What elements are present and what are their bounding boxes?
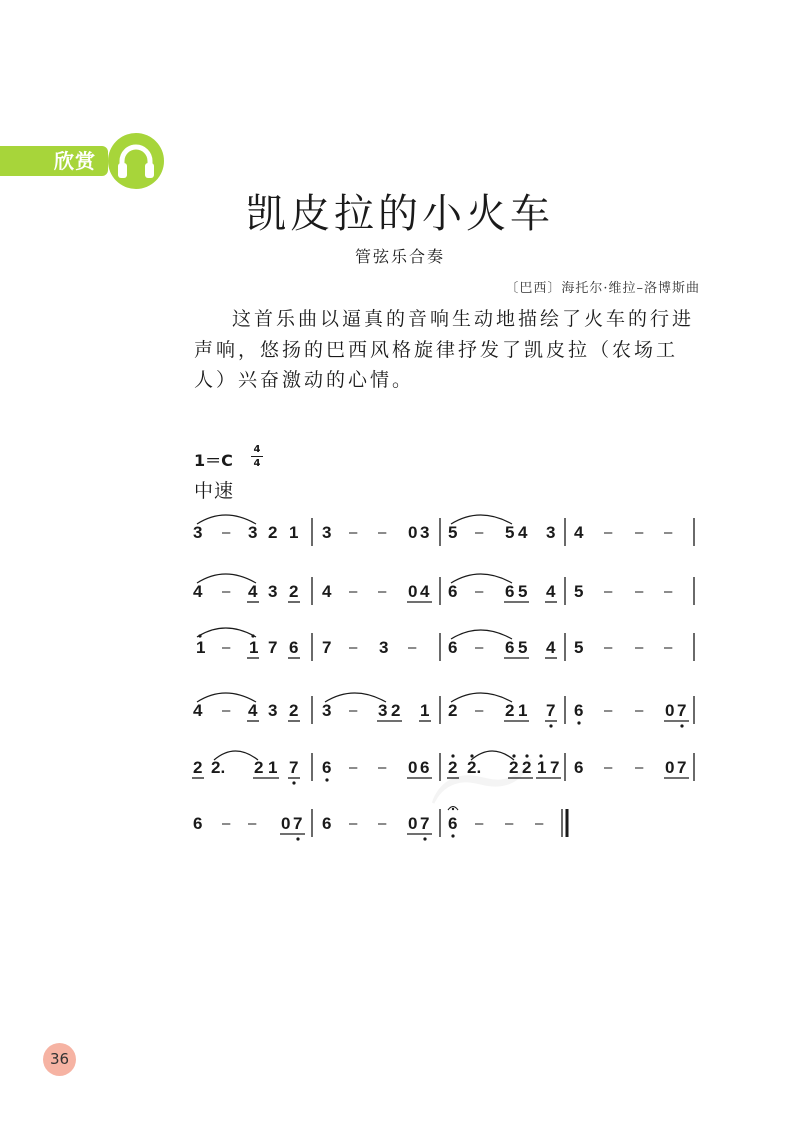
note: – [635,759,644,776]
note: 1 [518,701,528,720]
note: – [378,759,387,776]
note: – [349,583,358,600]
note: – [604,524,613,541]
note: 4 [546,638,556,657]
note: 6 [505,638,515,657]
high-octave-dot [198,634,201,637]
high-octave-dot [251,634,254,637]
note: 7 [546,701,556,720]
note: – [349,639,358,656]
note: 3 [420,523,430,542]
note: – [475,815,484,832]
note: – [222,702,231,719]
note: 5 [505,523,515,542]
note: 4 [322,582,332,601]
note: – [635,524,644,541]
note: – [378,583,387,600]
note: 4 [193,582,203,601]
note: 0 [665,758,675,777]
note: 6 [322,758,332,777]
note: 4 [193,701,203,720]
note: 1 [196,638,206,657]
note: 0 [408,758,418,777]
note: – [635,639,644,656]
tie [451,574,512,583]
note: 2 [391,701,401,720]
composer-credit: 〔巴西〕海托尔·维拉–洛博斯曲 [505,281,700,296]
note: 4 [248,582,258,601]
note: 2 [522,758,532,777]
note: 6 [193,814,203,833]
note: – [349,759,358,776]
note: 7 [268,638,278,657]
note: 0 [408,523,418,542]
note: 1 [289,523,299,542]
note: 4 [248,701,258,720]
note: 0 [665,701,675,720]
note: – [222,524,231,541]
low-octave-dot [325,778,328,781]
page-title: 凯皮拉的小火车 [246,191,554,237]
score-row-2 [193,574,694,605]
tempo-marking: 中速 [194,480,235,502]
note: 6 [505,582,515,601]
note: 3 [268,582,278,601]
note: 3 [268,701,278,720]
note: 6 [448,814,458,833]
note: – [475,524,484,541]
note: – [475,702,484,719]
note: – [475,583,484,600]
note: – [664,524,673,541]
note: – [222,583,231,600]
note: – [604,702,613,719]
low-octave-dot [680,724,683,727]
section-badge-label: 欣赏 [54,149,96,173]
note: – [635,583,644,600]
note: 2 [254,758,264,777]
note: 4 [518,523,528,542]
note: 6 [574,758,584,777]
note: 5 [574,582,584,601]
note: – [535,815,544,832]
note: 1 [537,758,547,777]
note: – [349,815,358,832]
note: – [248,815,257,832]
tie [197,628,256,637]
note: 2 [448,701,458,720]
low-octave-dot [423,837,426,840]
note: – [604,639,613,656]
note: 6 [574,701,584,720]
score-row-1 [193,515,694,546]
note: 2. [467,758,482,777]
high-octave-dot [539,754,542,757]
note: 2 [268,523,278,542]
note: 2 [505,701,515,720]
note: 6 [420,758,430,777]
note: 7 [322,638,332,657]
note: 2 [289,701,299,720]
tie [325,693,386,702]
note: – [635,702,644,719]
note: 0 [281,814,291,833]
note: 3 [248,523,258,542]
low-octave-dot [577,721,580,724]
note: – [604,583,613,600]
page-subtitle: 管弦乐合奏 [354,247,445,266]
note: 1 [268,758,278,777]
note: 2 [448,758,458,777]
score-row-3 [196,628,694,661]
note: 6 [448,638,458,657]
note: 4 [574,523,584,542]
note: 3 [378,701,388,720]
tie [451,630,512,639]
note: 6 [322,814,332,833]
time-signature-top: 4 [253,444,261,455]
note: – [222,639,231,656]
note: – [349,702,358,719]
tie [451,515,512,524]
note: 0 [408,814,418,833]
note: 1 [249,638,259,657]
note: 6 [448,582,458,601]
note: 6 [289,638,299,657]
note: 5 [448,523,458,542]
note: 5 [518,638,528,657]
note: 7 [550,758,560,777]
low-octave-dot [296,837,299,840]
note: 7 [289,758,299,777]
note: 7 [420,814,430,833]
note: 0 [408,582,418,601]
note: – [408,639,417,656]
note: 5 [574,638,584,657]
note: – [505,815,514,832]
note: 4 [546,582,556,601]
note: – [378,524,387,541]
note: 7 [293,814,303,833]
description-paragraph: 这首乐曲以逼真的音响生动地描绘了火车的行进声响，悠扬的巴西风格旋律抒发了凯皮拉（农场工人）兴奋激动的心情。 [194,308,695,391]
low-octave-dot [292,781,295,784]
note: 3 [379,638,389,657]
note: 7 [677,758,687,777]
note: – [222,815,231,832]
note: 2 [289,582,299,601]
time-signature-bottom: 4 [253,458,261,469]
note: 3 [322,701,332,720]
note: – [349,524,358,541]
note: 2 [509,758,519,777]
key-signature: 1＝C [194,451,233,470]
note: 3 [193,523,203,542]
note: 1 [420,701,430,720]
note: 7 [677,701,687,720]
note: 5 [518,582,528,601]
note: 2 [193,758,203,777]
note: – [664,583,673,600]
note: 2. [211,758,226,777]
note: 4 [420,582,430,601]
note: 3 [322,523,332,542]
note: 3 [546,523,556,542]
page-number: 36 [43,1043,76,1076]
note: – [475,639,484,656]
note: – [664,639,673,656]
note: – [604,759,613,776]
note: – [378,815,387,832]
low-octave-dot [549,724,552,727]
